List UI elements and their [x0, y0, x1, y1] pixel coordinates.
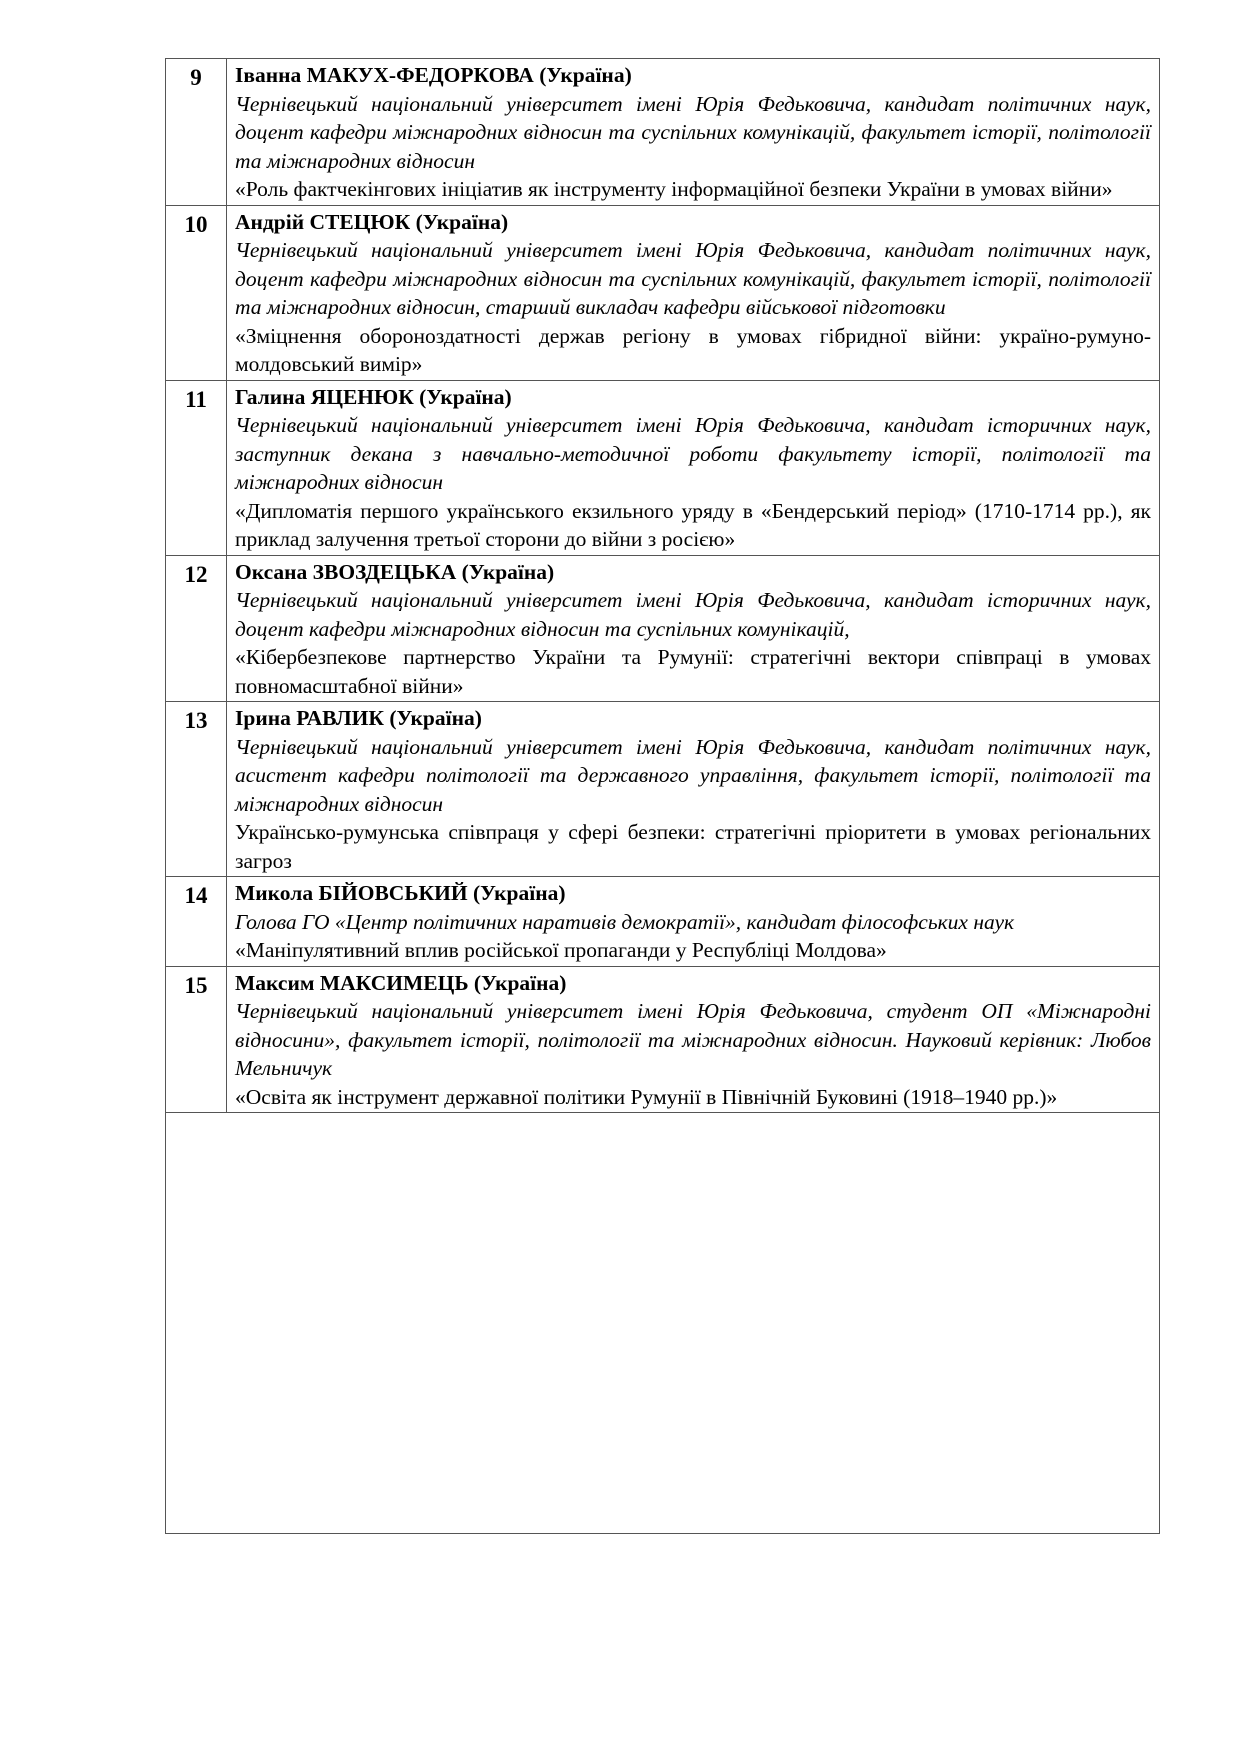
entry-number: 10 [166, 205, 227, 380]
program-table-container [165, 58, 1160, 1534]
speaker-name: Микола БІЙОВСЬКИЙ (Україна) [235, 881, 566, 905]
talk-topic: «Зміцнення обороноздатності держав регіону в умовах гібридної війни: україно-румуно-молдовський вимір» [235, 323, 1151, 376]
speaker-affiliation: Чернівецький національний університет імені Юрія Федьковича, кандидат історичних наук, заступник декана з навчально-методичної роботи факультету історії, політології та міжнародних відносин [235, 413, 1151, 494]
table-row [166, 966, 1160, 1113]
participants-table-body [166, 59, 1160, 1534]
table-row [166, 59, 1160, 206]
speaker-affiliation: Чернівецький національний університет імені Юрія Федьковича, кандидат політичних наук, асистент кафедри політології та державного управління, факультет історії, політології та міжнародних відносин [235, 734, 1151, 816]
speaker-affiliation: Голова ГО «Центр політичних наративів демократії», кандидат філософських наук [235, 909, 1015, 934]
table-row [166, 380, 1160, 555]
entry-number: 13 [166, 702, 227, 877]
entry-cell [227, 877, 1160, 967]
empty-table-row [166, 1113, 1160, 1534]
entry-cell [227, 205, 1160, 380]
speaker-name: Оксана ЗВОЗДЕЦЬКА (Україна) [235, 559, 555, 584]
entry-number: 11 [166, 380, 227, 555]
speaker-name: Іванна МАКУХ-ФЕДОРКОВА (Україна) [235, 63, 632, 87]
speaker-affiliation: Чернівецький національний університет імені Юрія Федьковича, кандидат політичних наук, доцент кафедри міжнародних відносин та суспільних комунікацій, факультет історії, політології та міжнародних відносин, старший викладач кафедри військової підготовки [235, 238, 1151, 319]
talk-topic: «Освіта як інструмент державної політики Румунії в Північній Буковині (1918–1940 рр.)» [235, 1084, 1058, 1109]
participants-table [165, 58, 1160, 1534]
speaker-affiliation: Чернівецький національний університет імені Юрія Федьковича, студент ОП «Міжнародні відносини», факультет історії, політології та міжнародних відносин. Науковий керівник: Любов Мельничук [235, 999, 1151, 1080]
talk-topic: Українсько-румунська співпраця у сфері безпеки: стратегічні пріоритети в умовах регіональних загроз [235, 820, 1151, 873]
table-row [166, 555, 1160, 702]
entry-cell [227, 966, 1160, 1113]
talk-topic: «Кібербезпекове партнерство України та Румунії: стратегічні вектори співпраці в умовах повномасштабної війни» [235, 645, 1151, 698]
entry-number: 15 [166, 966, 227, 1113]
entry-cell [227, 380, 1160, 555]
speaker-affiliation: Чернівецький національний університет імені Юрія Федьковича, кандидат політичних наук, доцент кафедри міжнародних відносин та суспільних комунікацій, факультет історії, політології та міжнародних відносин [235, 91, 1151, 173]
entry-cell [227, 555, 1160, 702]
table-row [166, 702, 1160, 877]
speaker-name: Галина ЯЦЕНЮК (Україна) [235, 384, 512, 409]
talk-topic: «Маніпулятивний вплив російської пропаганди у Республіці Молдова» [235, 938, 887, 962]
empty-cell [166, 1113, 1160, 1534]
talk-topic: «Роль фактчекінгових ініціатив як інструменту інформаційної безпеки України в умовах війни» [235, 177, 1113, 201]
entry-number: 9 [166, 59, 227, 206]
table-row [166, 205, 1160, 380]
entry-number: 12 [166, 555, 227, 702]
speaker-affiliation: Чернівецький національний університет імені Юрія Федьковича, кандидат історичних наук, доцент кафедри міжнародних відносин та суспільних комунікацій, [235, 588, 1151, 641]
speaker-name: Андрій СТЕЦЮК (Україна) [235, 209, 509, 234]
speaker-name: Ірина РАВЛИК (Україна) [235, 706, 482, 730]
entry-number: 14 [166, 877, 227, 967]
table-row [166, 877, 1160, 967]
speaker-name: Максим МАКСИМЕЦЬ (Україна) [235, 970, 567, 995]
entry-cell [227, 59, 1160, 206]
talk-topic: «Дипломатія першого українського екзильного уряду в «Бендерський період» (1710-1714 рр.), як приклад залучення третьої сторони до війни з росією» [235, 498, 1151, 551]
entry-cell [227, 702, 1160, 877]
